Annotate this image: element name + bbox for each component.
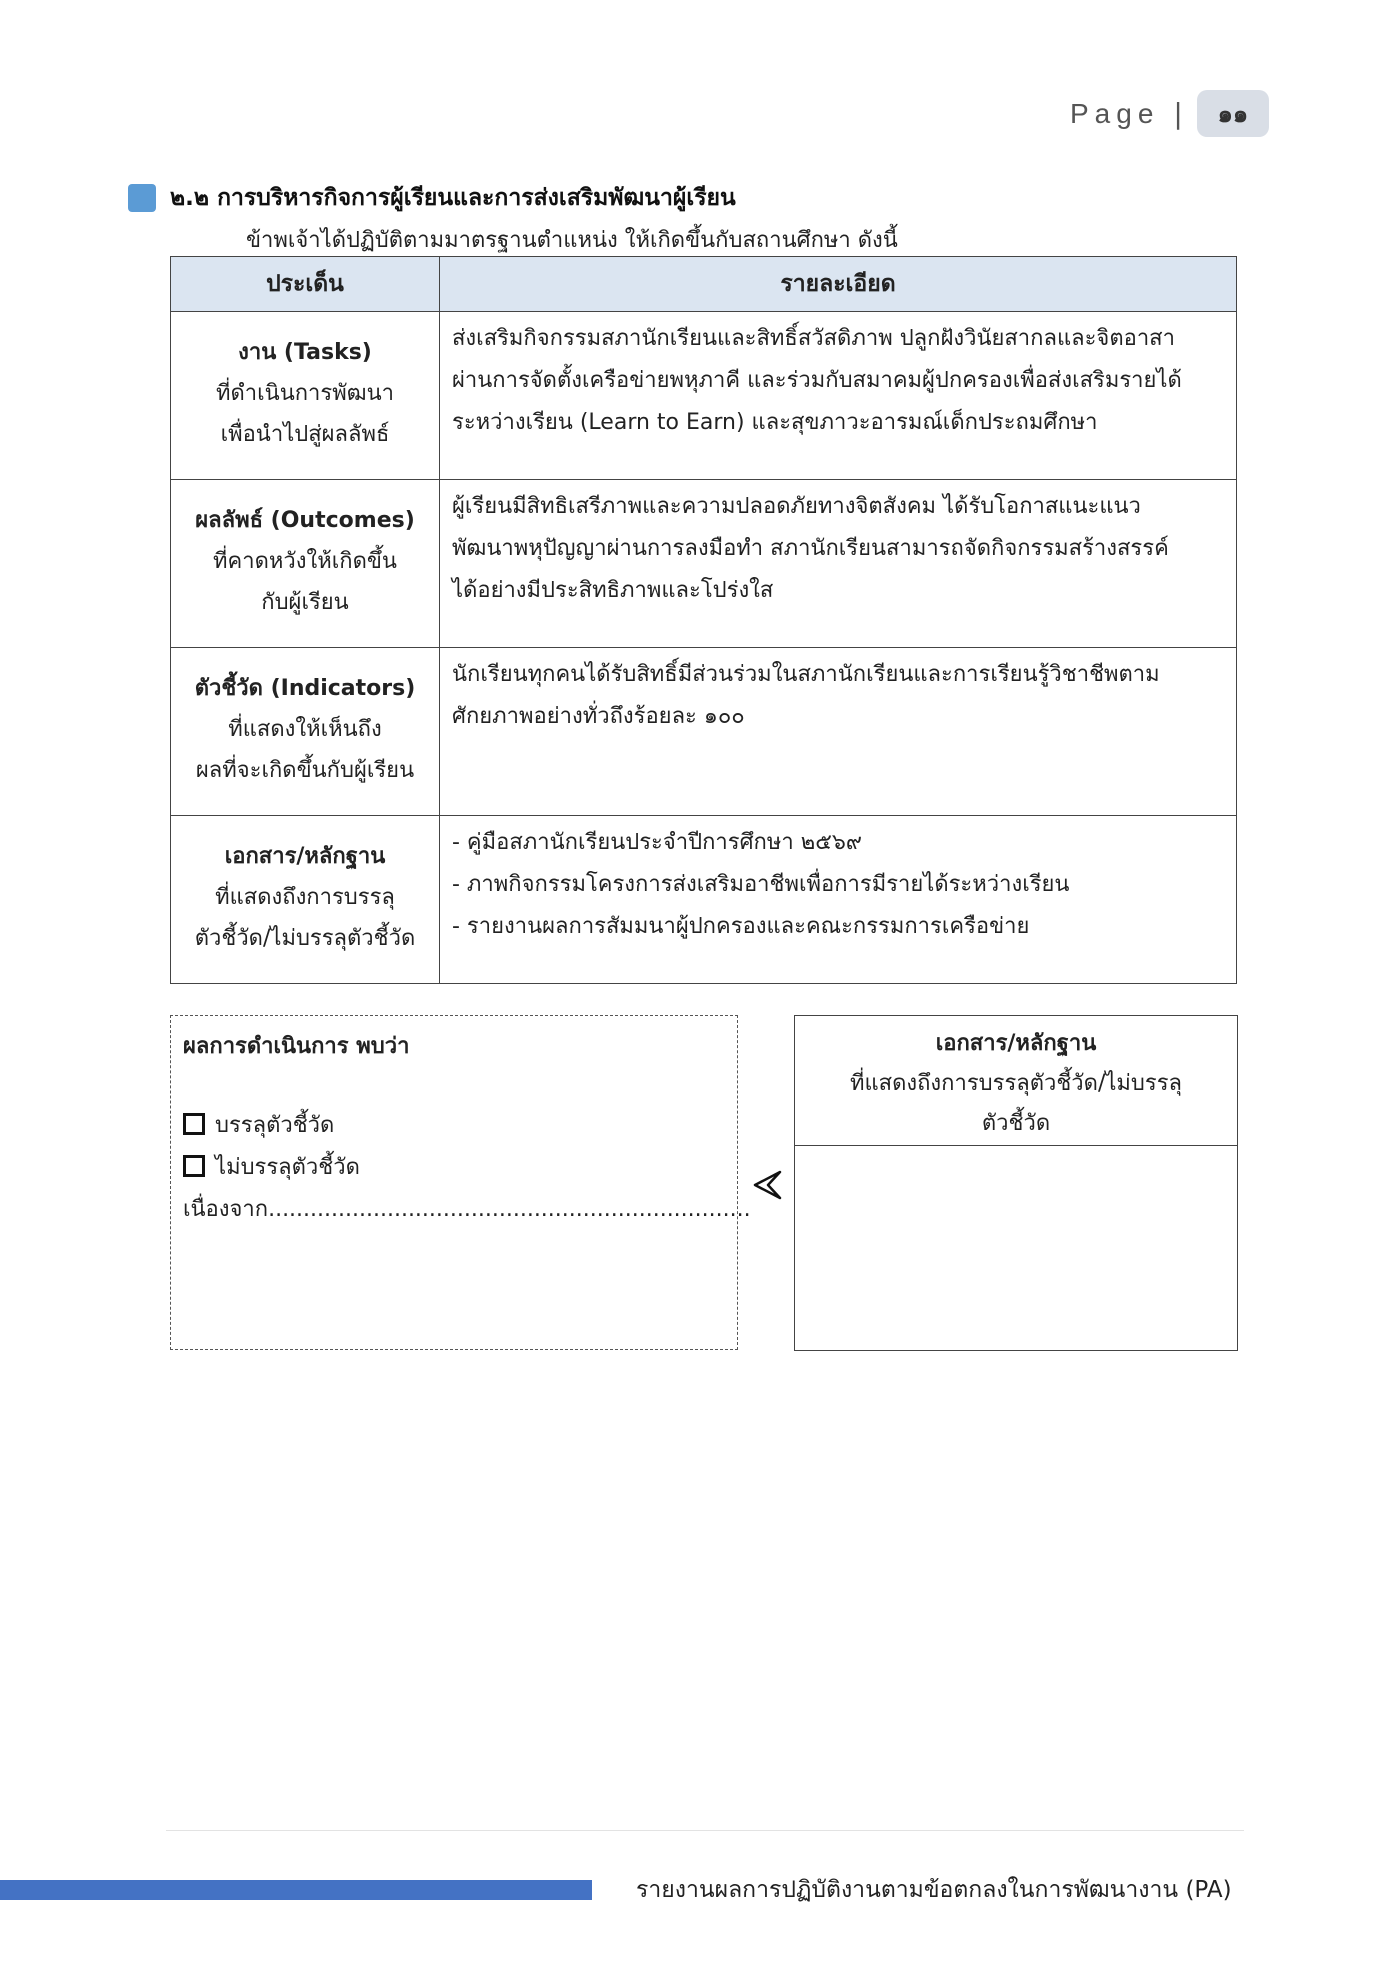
detail-line: ได้อย่างมีประสิทธิภาพและโปร่งใส: [452, 578, 774, 603]
detail-cell: [440, 480, 1237, 648]
topic-subtitle: ที่แสดงถึงการบรรลุ: [215, 885, 395, 910]
topic-cell: [171, 648, 440, 816]
result-title: ผลการดำเนินการ พบว่า: [183, 1034, 410, 1059]
table-row-evidence: [171, 816, 1237, 984]
achieved-checkbox[interactable]: [183, 1113, 205, 1135]
table-row-indicators: [171, 648, 1237, 816]
page-label: Page: [1070, 97, 1160, 129]
not-achieved-checkbox[interactable]: [183, 1155, 205, 1177]
option-not-achieved[interactable]: [183, 1145, 725, 1187]
topic-subtitle: ผลที่จะเกิดขึ้นกับผู้เรียน: [195, 758, 415, 783]
option-achieved[interactable]: [183, 1103, 725, 1145]
evidence-box: [794, 1015, 1238, 1351]
detail-cell: [440, 816, 1237, 984]
page-header: [1070, 90, 1269, 137]
detail-cell: [440, 648, 1237, 816]
arrow-left-icon: [752, 1170, 782, 1200]
topic-cell: [171, 480, 440, 648]
detail-line: - ภาพกิจกรรมโครงการส่งเสริมอาชีพเพื่อการมีรายได้ระหว่างเรียน: [452, 872, 1070, 897]
table-row-outcomes: [171, 480, 1237, 648]
topic-title: งาน (Tasks): [238, 340, 372, 365]
detail-line: ผ่านการจัดตั้งเครือข่ายพหุภาคี และร่วมกับสมาคมผู้ปกครองเพื่อส่งเสริมรายได้: [452, 368, 1182, 393]
footer-divider: [166, 1830, 1244, 1831]
topic-title: ตัวชี้วัด (Indicators): [194, 676, 416, 701]
achieved-label: บรรลุตัวชี้วัด: [215, 1112, 335, 1138]
page-separator: |: [1173, 97, 1183, 130]
footer-accent-bar: [0, 1880, 592, 1900]
topic-subtitle: ที่ดำเนินการพัฒนา: [216, 381, 394, 406]
topic-subtitle: ที่แสดงให้เห็นถึง: [228, 717, 382, 742]
section-intro: ข้าพเจ้าได้ปฏิบัติตามมาตรฐานตำแหน่ง ให้เกิดขึ้นกับสถานศึกษา ดังนี้: [246, 228, 898, 253]
because-line: เนื่องจาก.....................................................................: [183, 1197, 751, 1222]
not-achieved-label: ไม่บรรลุตัวชี้วัด: [215, 1154, 360, 1180]
column-header-detail: รายละเอียด: [440, 257, 1237, 312]
footer-title: รายงานผลการปฏิบัติงานตามข้อตกลงในการพัฒนางาน (PA): [636, 1877, 1232, 1903]
topic-subtitle: ตัวชี้วัด/ไม่บรรลุตัวชี้วัด: [194, 926, 416, 951]
detail-cell: [440, 312, 1237, 480]
topic-title: ผลลัพธ์ (Outcomes): [195, 508, 415, 533]
detail-line: พัฒนาพหุปัญญาผ่านการลงมือทำ สภานักเรียนสามารถจัดกิจกรรมสร้างสรรค์: [452, 536, 1169, 561]
detail-line: - คู่มือสภานักเรียนประจำปีการศึกษา ๒๕๖๙: [452, 830, 862, 855]
details-table: [170, 256, 1237, 984]
topic-cell: [171, 312, 440, 480]
evidence-title: เอกสาร/หลักฐาน: [935, 1031, 1097, 1056]
topic-subtitle: กับผู้เรียน: [261, 590, 349, 615]
table-row-tasks: [171, 312, 1237, 480]
bullet-square-icon: [128, 184, 156, 212]
topic-subtitle: ที่คาดหวังให้เกิดขึ้น: [213, 549, 397, 574]
detail-line: ระหว่างเรียน (Learn to Earn) และสุขภาวะอารมณ์เด็กประถมศึกษา: [452, 410, 1098, 435]
section-heading: [128, 180, 736, 216]
column-header-topic: ประเด็น: [171, 257, 440, 312]
result-box: [170, 1015, 751, 1350]
page-number: ๑๑: [1197, 90, 1269, 137]
detail-line: นักเรียนทุกคนได้รับสิทธิ์มีส่วนร่วมในสภานักเรียนและการเรียนรู้วิชาชีพตาม: [452, 662, 1160, 687]
detail-line: ศักยภาพอย่างทั่วถึงร้อยละ ๑๐๐: [452, 704, 745, 729]
evidence-subtitle: ตัวชี้วัด: [981, 1111, 1051, 1136]
detail-line: - รายงานผลการสัมมนาผู้ปกครองและคณะกรรมการเครือข่าย: [452, 914, 1030, 939]
evidence-header: [795, 1016, 1237, 1146]
topic-title: เอกสาร/หลักฐาน: [224, 844, 386, 869]
topic-cell: [171, 816, 440, 984]
detail-line: ผู้เรียนมีสิทธิเสรีภาพและความปลอดภัยทางจิตสังคม ได้รับโอกาสแนะแนว: [452, 494, 1141, 519]
topic-subtitle: เพื่อนำไปสู่ผลลัพธ์: [220, 422, 390, 447]
evidence-subtitle: ที่แสดงถึงการบรรลุตัวชี้วัด/ไม่บรรลุ: [849, 1071, 1183, 1096]
table-header-row: [171, 257, 1237, 312]
detail-line: ส่งเสริมกิจกรรมสภานักเรียนและสิทธิ์สวัสดิภาพ ปลูกฝังวินัยสากลและจิตอาสา: [452, 326, 1175, 351]
section-title: ๒.๒ การบริหารกิจการผู้เรียนและการส่งเสริมพัฒนาผู้เรียน: [170, 185, 736, 211]
